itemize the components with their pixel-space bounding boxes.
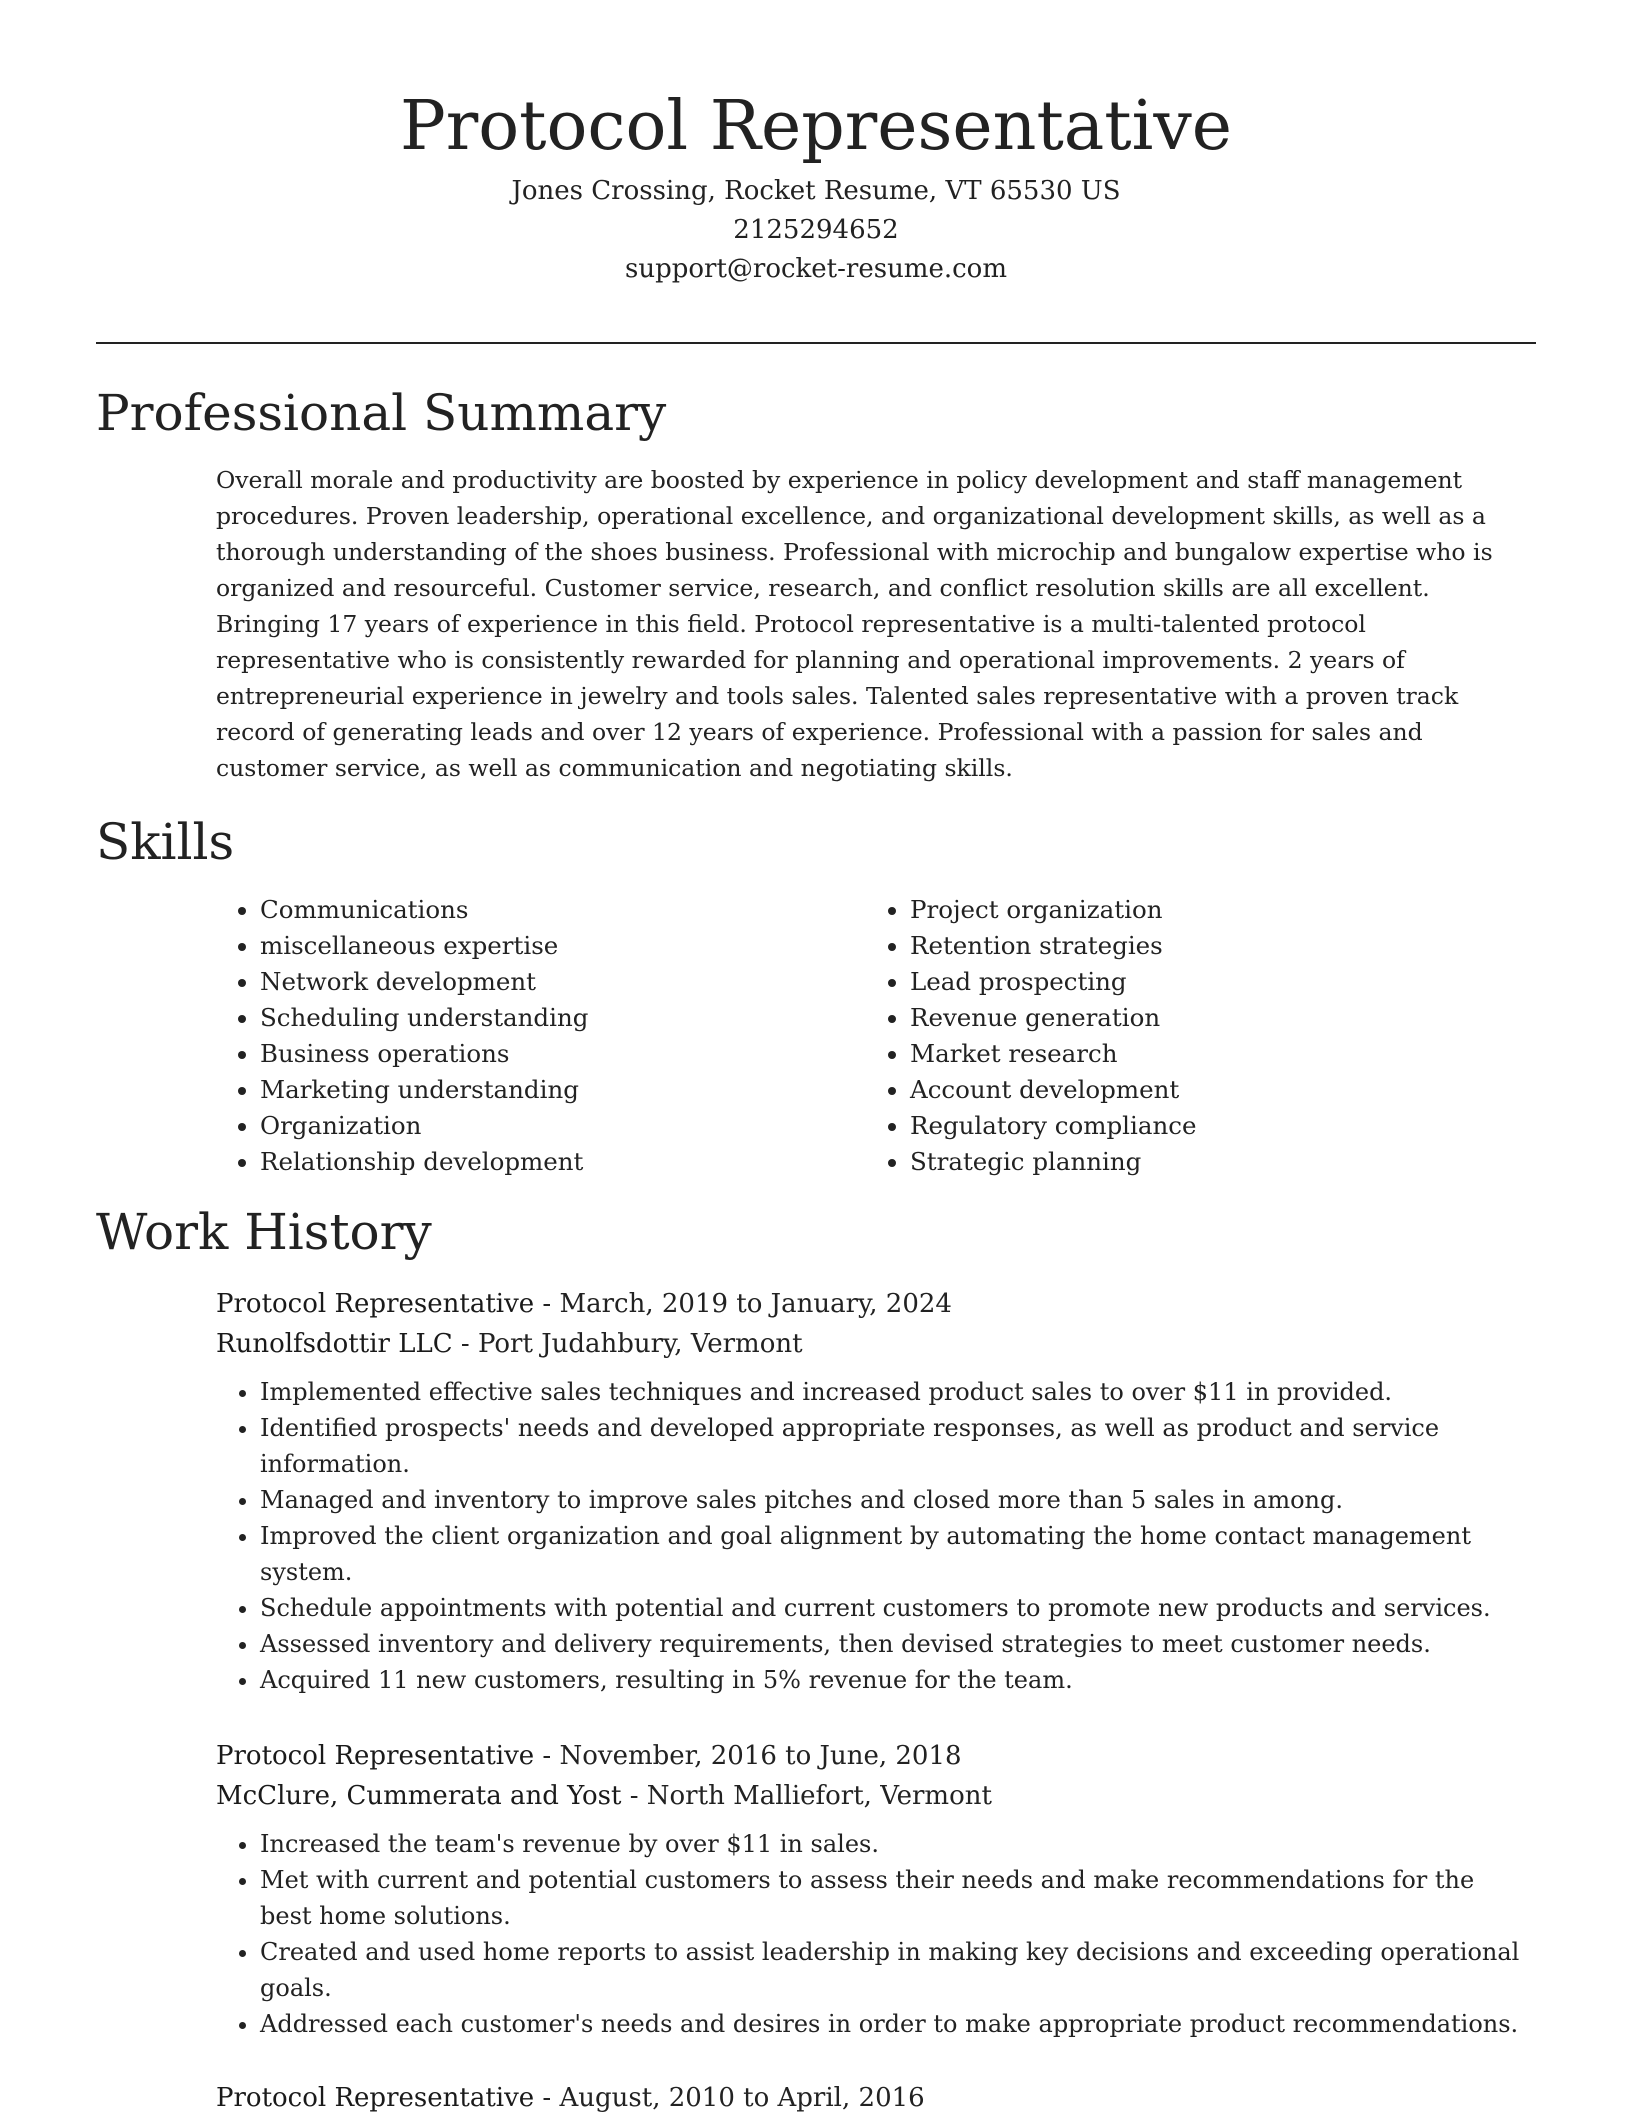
- job-bullet: • Identified prospects' needs and developed appropriate responses, as well as product and service information.: [260, 1410, 1532, 1482]
- skill-item: • Network development: [260, 964, 588, 1000]
- skills-list-right: [866, 892, 1196, 1180]
- candidate-name: Protocol Representative: [399, 87, 1233, 166]
- contact-address: Jones Crossing, Rocket Resume, VT 65530 US: [511, 176, 1121, 206]
- job-role: Protocol Representative: [216, 1289, 535, 1319]
- skill-item: • Business operations: [260, 1036, 588, 1072]
- job-bullet: • Managed and inventory to improve sales pitches and closed more than 5 sales in among.: [260, 1482, 1532, 1518]
- job-company: McClure, Cummerata and Yost: [216, 1781, 622, 1811]
- job-bullet: • Increased the team's revenue by over $11 in sales.: [260, 1826, 1532, 1862]
- job-dates: - March, 2019 to January, 2024: [534, 1289, 952, 1319]
- skill-item: • Scheduling understanding: [260, 1000, 588, 1036]
- job-bullet: • Created and used home reports to assist leadership in making key decisions and exceeding operational goals.: [260, 1934, 1532, 2006]
- job-location: - Port Judahbury, Vermont: [452, 1329, 803, 1359]
- job-company-line: [216, 1324, 1532, 1364]
- job-bullet: • Schedule appointments with potential and current customers to promote new products and services.: [260, 1590, 1532, 1626]
- job-bullet: • Met with current and potential customers to assess their needs and make recommendations for the best home solutions.: [260, 1862, 1532, 1934]
- job-entry: [216, 1284, 1532, 1698]
- contact-email: support@rocket-resume.com: [624, 254, 1007, 284]
- resume-header: [0, 0, 1632, 289]
- summary-text: Overall morale and productivity are boosted by experience in policy development and staff management procedures. Proven leadership, operational excellence, and organizational development skills, as well as a thorough understanding of the shoes business. Professional with microchip and bungalow expertise who is organized and resourceful. Customer service, research, and conflict resolution skills are all excellent. Bringing 17 years of experience in this field. Protocol representative is a multi-talented protocol representative who is consistently rewarded for planning and operational improvements. 2 years of entrepreneurial experience in jewelry and tools sales. Talented sales representative with a proven track record of generating leads and over 12 years of experience. Professional with a passion for sales and customer service, as well as communication and negotiating skills.: [216, 466, 1493, 782]
- job-location: - North Malliefort, Vermont: [621, 1781, 992, 1811]
- job-entry: [216, 1736, 1532, 2042]
- summary-heading: Professional Summary: [96, 384, 667, 442]
- skill-item: • Organization: [260, 1108, 588, 1144]
- skill-item: • Market research: [910, 1036, 1196, 1072]
- skill-item: • Marketing understanding: [260, 1072, 588, 1108]
- contact-phone: 2125294652: [733, 215, 899, 245]
- skill-item: • miscellaneous expertise: [260, 928, 588, 964]
- job-bullets: [216, 1826, 1532, 2042]
- job-bullet: • Assessed inventory and delivery requirements, then devised strategies to meet customer needs.: [260, 1626, 1532, 1662]
- skill-item: • Relationship development: [260, 1144, 588, 1180]
- job-role: Protocol Representative: [216, 1741, 535, 1771]
- skill-item: • Lead prospecting: [910, 964, 1196, 1000]
- skill-item: • Communications: [260, 892, 588, 928]
- job-company-line: [216, 1776, 1532, 1816]
- job-dates: - August, 2010 to April, 2016: [534, 2083, 925, 2113]
- job-dates: - November, 2016 to June, 2018: [534, 1741, 962, 1771]
- job-bullets: [216, 1374, 1532, 1698]
- skill-item: • Retention strategies: [910, 928, 1196, 964]
- job-title-line: [216, 2078, 1532, 2118]
- job-entry: [216, 2078, 1532, 2118]
- job-title-line: [216, 1284, 1532, 1324]
- job-bullet: • Implemented effective sales techniques and increased product sales to over $11 in provided.: [260, 1374, 1532, 1410]
- skills-list-left: [216, 892, 588, 1180]
- work-history-heading: Work History: [96, 1203, 432, 1261]
- job-company: Runolfsdottir LLC: [216, 1329, 453, 1359]
- skill-item: • Regulatory compliance: [910, 1108, 1196, 1144]
- job-bullet: • Acquired 11 new customers, resulting in 5% revenue for the team.: [260, 1662, 1532, 1698]
- skill-item: • Account development: [910, 1072, 1196, 1108]
- job-title-line: [216, 1736, 1532, 1776]
- skill-item: • Revenue generation: [910, 1000, 1196, 1036]
- job-bullet: • Addressed each customer's needs and desires in order to make appropriate product recommendations.: [260, 2006, 1532, 2042]
- job-role: Protocol Representative: [216, 2083, 535, 2113]
- job-bullet: • Improved the client organization and goal alignment by automating the home contact management system.: [260, 1518, 1532, 1590]
- skill-item: • Strategic planning: [910, 1144, 1196, 1180]
- header-divider: [96, 342, 1536, 344]
- skills-heading: Skills: [96, 813, 235, 871]
- skill-item: • Project organization: [910, 892, 1196, 928]
